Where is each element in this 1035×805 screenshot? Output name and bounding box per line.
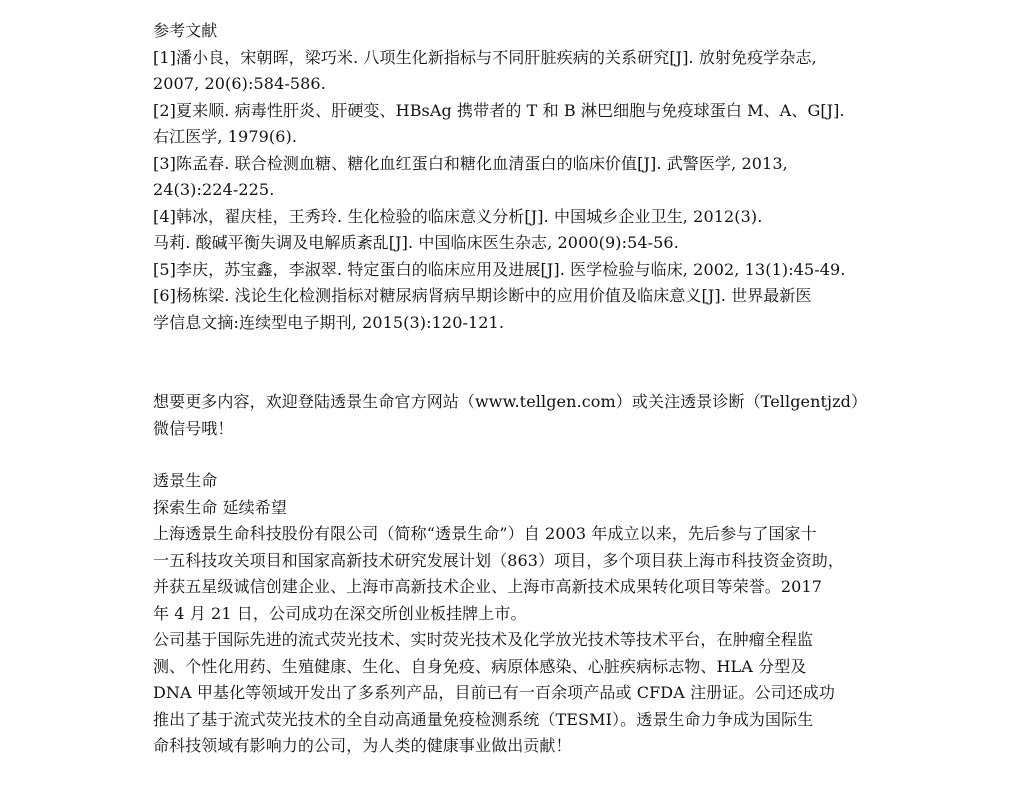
section-gap (153, 336, 888, 389)
reference-line: [5]李庆，苏宝鑫，李淑翠. 特定蛋白的临床应用及进展[J]. 医学检验与临床, 2002, 13(1):45-49. (153, 259, 846, 279)
reference-line: [4]韩冰，翟庆桂，王秀玲. 生化检验的临床意义分析[J]. 中国城乡企业卫生, 2012(3). (153, 206, 763, 226)
company-line: DNA 甲基化等领域开发出了多系列产品，目前已有一百余项产品或 CFDA 注册证。公司还成功 (153, 683, 835, 702)
company-line: 命科技领域有影响力的公司，为人类的健康事业做出贡献！ (153, 736, 572, 755)
reference-line: [3]陈孟春. 联合检测血糖、糖化血红蛋白和糖化血清蛋白的临床价值[J]. 武警医学, 2013, (153, 153, 788, 173)
reference-line: [1]潘小良，宋朝晖，梁巧米. 八项生化新指标与不同肝脏疾病的关系研究[J]. 放射免疫学杂志, (153, 47, 817, 67)
company-line: 并获五星级诚信创建企业、上海市高新技术企业、上海市高新技术成果转化项目等荣誉。2017 (153, 577, 823, 596)
company-name: 透景生命 (153, 471, 218, 490)
section-gap (153, 442, 888, 468)
company-line: 测、个性化用药、生殖健康、生化、自身免疫、病原体感染、心脏疾病标志物、HLA 分型及 (153, 656, 807, 676)
reference-line: [2]夏来顺. 病毒性肝炎、肝硬变、HBsAg 携带者的 T 和 B 淋巴细胞与免疫球蛋白 M、A、G[J]. (153, 100, 845, 120)
promo-line: 想要更多内容，欢迎登陆透景生命官方网站（www.tellgen.com）或关注透景诊断（Tellgentjzd） (153, 392, 868, 411)
reference-line: 马莉. 酸碱平衡失调及电解质紊乱[J]. 中国临床医生杂志, 2000(9):54-56. (153, 233, 679, 252)
reference-line: 右江医学, 1979(6). (153, 127, 298, 146)
company-line: 推出了基于流式荧光技术的全自动高通量免疫检测系统（TESMI）。透景生命力争成为国际生 (153, 709, 814, 729)
company-line: 年 4 月 21 日，公司成功在深交所创业板挂牌上市。 (153, 603, 527, 623)
promo-line: 微信号哦！ (153, 418, 234, 438)
reference-line: 24(3):224-225. (153, 180, 275, 199)
company-line: 公司基于国际先进的流式荧光技术、实时荧光技术及化学放光技术等技术平台，在肿瘤全程监 (153, 630, 814, 649)
document-page (153, 18, 888, 760)
company-line: 一五科技攻关项目和国家高新技术研究发展计划（863）项目，多个项目获上海市科技资金资助， (153, 550, 844, 570)
reference-line: 2007, 20(6):584-586. (153, 74, 326, 93)
references-heading: 参考文献 (153, 21, 218, 40)
company-slogan: 探索生命 延续希望 (153, 497, 287, 517)
reference-line: [6]杨栋梁. 浅论生化检测指标对糖尿病肾病早期诊断中的应用价值及临床意义[J]. 世界最新医 (153, 286, 812, 305)
company-line: 上海透景生命科技股份有限公司（简称“透景生命”）自 2003 年成立以来，先后参与了国家十 (153, 524, 817, 543)
reference-line: 学信息文摘:连续型电子期刊, 2015(3):120-121. (153, 312, 505, 332)
